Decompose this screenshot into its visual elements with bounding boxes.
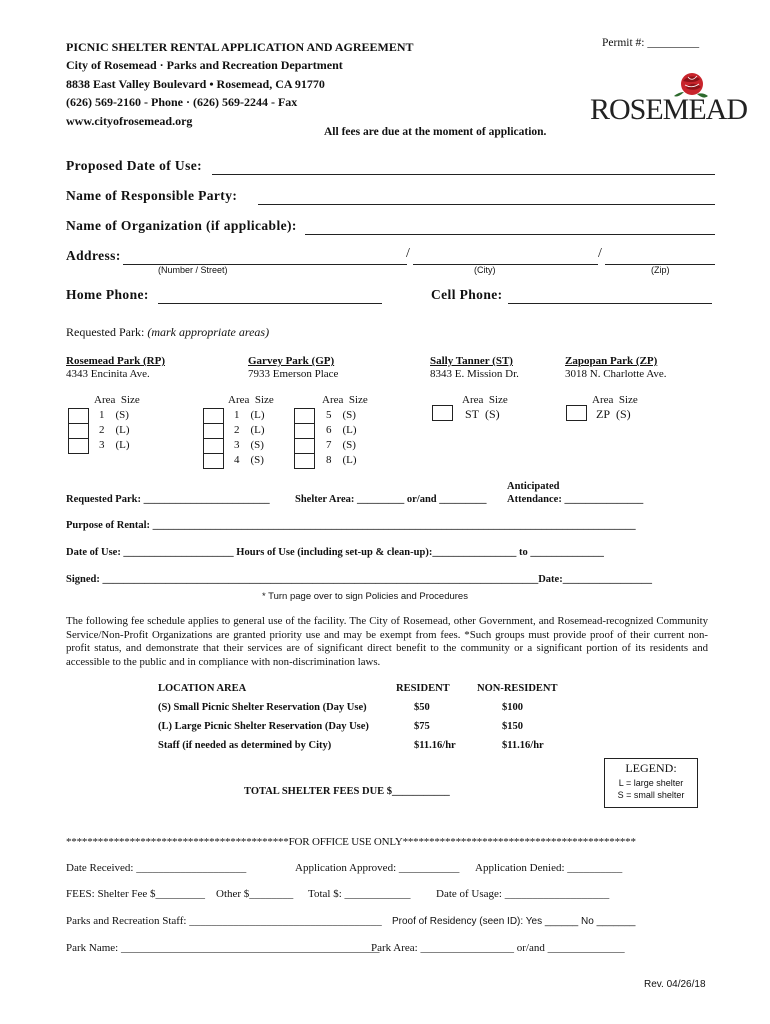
rp-area-2-checkbox[interactable] bbox=[68, 423, 89, 439]
size-header: Size bbox=[348, 394, 368, 406]
area-size: (L) bbox=[250, 409, 265, 421]
turn-page-note: * Turn page over to sign Policies and Procedures bbox=[262, 591, 468, 602]
department-line: City of Rosemead · Parks and Recreation Department bbox=[66, 58, 343, 72]
area-number: ZP bbox=[596, 407, 611, 421]
other-fee-field[interactable]: Other $________ bbox=[216, 888, 294, 900]
rosemead-park-name: Rosemead Park (RP) bbox=[66, 355, 165, 367]
zapopan-park-address: 3018 N. Charlotte Ave. bbox=[565, 368, 667, 380]
requested-park-label: Requested Park: bbox=[66, 325, 145, 339]
fee-row-resident: $50 bbox=[414, 702, 430, 713]
area-number: 1 bbox=[234, 409, 240, 421]
size-header: Size bbox=[254, 394, 274, 406]
area-number: 3 bbox=[234, 439, 240, 451]
area-size: (S) bbox=[250, 439, 264, 451]
fee-row-label: (L) Large Picnic Shelter Reservation (Day Use) bbox=[158, 721, 369, 732]
responsible-party-label: Name of Responsible Party: bbox=[66, 188, 238, 203]
permit-number: Permit #: _________ bbox=[602, 37, 700, 49]
area-number: 1 bbox=[99, 409, 105, 421]
city-sublabel: (City) bbox=[474, 265, 496, 275]
garvey-park-name: Garvey Park (GP) bbox=[248, 355, 335, 367]
responsible-party-field[interactable] bbox=[258, 192, 715, 205]
attendance-field[interactable]: Attendance: _______________ bbox=[507, 494, 644, 505]
st-checkbox[interactable] bbox=[432, 405, 453, 421]
area-number: 2 bbox=[99, 424, 105, 436]
area-header: Area bbox=[322, 394, 344, 406]
zp-area bbox=[596, 407, 631, 422]
street-field[interactable] bbox=[123, 252, 407, 265]
rp-area-3-checkbox[interactable] bbox=[68, 438, 89, 454]
size-header: Size bbox=[488, 394, 508, 406]
park-name-field[interactable]: Park Name: _______________________________________________ bbox=[66, 942, 380, 954]
fee-row-resident: $11.16/hr bbox=[414, 740, 456, 751]
area-size-header bbox=[462, 394, 508, 406]
area-header: Area bbox=[94, 394, 116, 406]
date-hours-field[interactable]: Date of Use: _____________________ Hours of Use (including set-up & clean-up):________________ to ______________ bbox=[66, 547, 604, 558]
area-size: (L) bbox=[250, 424, 265, 436]
area-number: 8 bbox=[326, 454, 332, 466]
st-area bbox=[465, 407, 500, 422]
area-size: (L) bbox=[115, 424, 130, 436]
area-number: 4 bbox=[234, 454, 240, 466]
area-size: (S) bbox=[485, 407, 500, 421]
city-field[interactable] bbox=[413, 252, 598, 265]
home-phone-field[interactable] bbox=[158, 291, 382, 304]
non-resident-header: NON-RESIDENT bbox=[477, 683, 558, 694]
total-field[interactable]: Total $: ____________ bbox=[308, 888, 411, 900]
resident-header: RESIDENT bbox=[396, 683, 450, 694]
sally-tanner-address: 8343 E. Mission Dr. bbox=[430, 368, 519, 380]
requested-park-hint: (mark appropriate areas) bbox=[147, 325, 270, 339]
date-of-usage-field[interactable]: Date of Usage: ___________________ bbox=[436, 888, 610, 900]
area-size-header bbox=[322, 394, 368, 406]
requested-park-field[interactable]: Requested Park: ________________________ bbox=[66, 494, 270, 505]
area-size-header bbox=[228, 394, 274, 406]
street-sublabel: (Number / Street) bbox=[158, 265, 228, 275]
gp-area-7-checkbox[interactable] bbox=[294, 438, 315, 454]
gp-area-2-checkbox[interactable] bbox=[203, 423, 224, 439]
gp-area-3-checkbox[interactable] bbox=[203, 438, 224, 454]
area-size-header bbox=[592, 394, 638, 406]
address-line: 8838 East Valley Boulevard • Rosemead, CA 91770 bbox=[66, 77, 325, 91]
area-size-header bbox=[94, 394, 140, 406]
requested-park-heading bbox=[66, 325, 269, 340]
park-area-field[interactable]: Park Area: _________________ or/and ______________ bbox=[371, 942, 625, 954]
proposed-date-field[interactable] bbox=[212, 162, 715, 175]
gp-area-5-checkbox[interactable] bbox=[294, 408, 315, 424]
home-phone-label: Home Phone: bbox=[66, 287, 149, 302]
rosemead-logo bbox=[590, 68, 748, 130]
fee-row-label: Staff (if needed as determined by City) bbox=[158, 740, 332, 751]
shelter-area-field[interactable]: Shelter Area: _________ or/and _________ bbox=[295, 494, 487, 505]
legend-box bbox=[604, 758, 698, 808]
application-approved-field[interactable]: Application Approved: ___________ bbox=[295, 862, 460, 874]
legend-large: L = large shelter bbox=[618, 778, 684, 788]
rp-area-1-checkbox[interactable] bbox=[68, 408, 89, 424]
gp-area-8-checkbox[interactable] bbox=[294, 453, 315, 469]
area-size: (S) bbox=[342, 439, 356, 451]
zapopan-park-name: Zapopan Park (ZP) bbox=[565, 355, 658, 367]
area-size: (L) bbox=[342, 454, 357, 466]
logo-wordmark: ROSEMEAD bbox=[590, 93, 748, 126]
anticipated-label: Anticipated bbox=[507, 481, 560, 492]
area-number: ST bbox=[465, 407, 480, 421]
fee-row-resident: $75 bbox=[414, 721, 430, 732]
cell-phone-label: Cell Phone: bbox=[431, 287, 503, 302]
fee-row-nonresident: $11.16/hr bbox=[502, 740, 544, 751]
location-area-header: LOCATION AREA bbox=[158, 683, 247, 694]
form-title: PICNIC SHELTER RENTAL APPLICATION AND AGREEMENT bbox=[66, 40, 414, 54]
fee-row-nonresident: $150 bbox=[502, 721, 523, 732]
address-separator: / bbox=[406, 246, 410, 261]
area-header: Area bbox=[592, 394, 614, 406]
phone-line: (626) 569-2160 - Phone · (626) 569-2244 - Fax bbox=[66, 95, 298, 109]
purpose-field[interactable]: Purpose of Rental: ____________________________________________________________________________________________ bbox=[66, 520, 636, 531]
zip-sublabel: (Zip) bbox=[651, 265, 670, 275]
area-size: (S) bbox=[616, 407, 631, 421]
area-size: (L) bbox=[115, 439, 130, 451]
shelter-fee-field[interactable]: FEES: Shelter Fee $_________ bbox=[66, 888, 206, 900]
garvey-park-address: 7933 Emerson Place bbox=[248, 368, 339, 380]
fee-row-label: (S) Small Picnic Shelter Reservation (Day Use) bbox=[158, 702, 367, 713]
gp-area-4-checkbox[interactable] bbox=[203, 453, 224, 469]
area-number: 3 bbox=[99, 439, 105, 451]
area-size: (S) bbox=[342, 409, 356, 421]
organization-field[interactable] bbox=[305, 222, 715, 235]
area-number: 5 bbox=[326, 409, 332, 421]
proof-of-residency-field[interactable]: Proof of Residency (seen ID): Yes ______ No _______ bbox=[392, 916, 636, 927]
proposed-date-label: Proposed Date of Use: bbox=[66, 158, 203, 173]
rosemead-park-address: 4343 Encinita Ave. bbox=[66, 368, 150, 380]
gp-area-1-checkbox[interactable] bbox=[203, 408, 224, 424]
cell-phone-field[interactable] bbox=[508, 291, 712, 304]
zip-field[interactable] bbox=[605, 252, 715, 265]
size-header: Size bbox=[618, 394, 638, 406]
area-number: 6 bbox=[326, 424, 332, 436]
area-header: Area bbox=[462, 394, 484, 406]
sally-tanner-name: Sally Tanner (ST) bbox=[430, 355, 513, 367]
area-size: (S) bbox=[250, 454, 264, 466]
gp-area-list bbox=[234, 408, 265, 468]
gp-area-6-checkbox[interactable] bbox=[294, 423, 315, 439]
organization-label: Name of Organization (if applicable): bbox=[66, 218, 297, 233]
area-number: 2 bbox=[234, 424, 240, 436]
zp-checkbox[interactable] bbox=[566, 405, 587, 421]
total-fees-field[interactable]: TOTAL SHELTER FEES DUE $___________ bbox=[244, 786, 450, 797]
date-received-field[interactable]: Date Received: ____________________ bbox=[66, 862, 247, 874]
address-separator: / bbox=[598, 246, 602, 261]
size-header: Size bbox=[120, 394, 140, 406]
rp-area-list bbox=[99, 408, 130, 453]
fee-paragraph: The following fee schedule applies to general use of the facility. The City of Rosemead, other Government, and Rosemead-recognized Community Service/Non-Profit Organizations are granted priority use and may be exempt from fees. *Such groups must provide proof of their current non-profit status, and demonstrate that their services are of significant direct benefit to the community or a significant portion of its residents and accessible to the public and in compliance with non-discrimination laws. bbox=[66, 615, 708, 668]
fee-notice: All fees are due at the moment of application. bbox=[324, 126, 547, 138]
area-header: Area bbox=[228, 394, 250, 406]
website-link[interactable]: www.cityofrosemead.org bbox=[66, 114, 193, 128]
gp-area-list-b bbox=[326, 408, 357, 468]
revision-date: Rev. 04/26/18 bbox=[644, 979, 706, 990]
address-label: Address: bbox=[66, 248, 121, 263]
office-use-banner: ******************************************FOR OFFICE USE ONLY******************************************** bbox=[66, 836, 636, 848]
area-number: 7 bbox=[326, 439, 332, 451]
legend-title: LEGEND: bbox=[625, 761, 677, 775]
signature-field[interactable]: Signed: ___________________________________________________________________________________Date:_________________ bbox=[66, 574, 652, 585]
area-size: (S) bbox=[115, 409, 129, 421]
legend-small: S = small shelter bbox=[617, 790, 685, 800]
application-denied-field[interactable]: Application Denied: __________ bbox=[475, 862, 623, 874]
staff-field[interactable]: Parks and Recreation Staff: ___________________________________ bbox=[66, 915, 382, 927]
area-size: (L) bbox=[342, 424, 357, 436]
fee-row-nonresident: $100 bbox=[502, 702, 523, 713]
